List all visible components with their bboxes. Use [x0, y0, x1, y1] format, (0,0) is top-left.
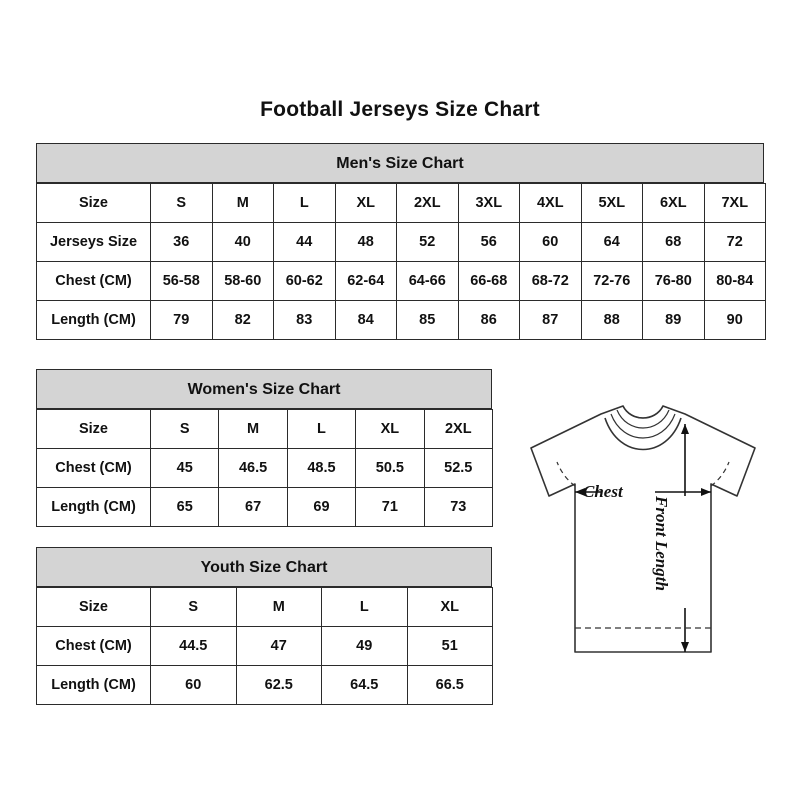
table-cell: 40: [212, 223, 274, 262]
table-cell: 67: [219, 488, 287, 527]
table-cell: 90: [704, 301, 766, 340]
table-cell: 66-68: [458, 262, 520, 301]
column-header: XL: [356, 410, 424, 449]
womens-size-chart-caption: Women's Size Chart: [36, 369, 492, 409]
table-cell: 68: [643, 223, 705, 262]
table-cell: 85: [397, 301, 459, 340]
table-row: [37, 223, 766, 262]
table-cell: 56-58: [151, 262, 213, 301]
table-cell: 69: [287, 488, 355, 527]
row-label: Length (CM): [37, 488, 151, 527]
table-row: [37, 627, 493, 666]
youth-size-chart-section: [36, 547, 492, 705]
column-header: L: [287, 410, 355, 449]
table-cell: 48: [335, 223, 397, 262]
row-label: Length (CM): [37, 666, 151, 705]
row-label: Length (CM): [37, 301, 151, 340]
table-cell: 71: [356, 488, 424, 527]
table-row: [37, 666, 493, 705]
table-cell: 60: [520, 223, 582, 262]
table-row: [37, 449, 493, 488]
column-header: 2XL: [397, 184, 459, 223]
table-cell: 46.5: [219, 449, 287, 488]
row-label: Chest (CM): [37, 262, 151, 301]
row-label: Chest (CM): [37, 449, 151, 488]
column-header: L: [322, 588, 408, 627]
column-header: Size: [37, 588, 151, 627]
table-cell: 45: [151, 449, 219, 488]
table-cell: 89: [643, 301, 705, 340]
table-header-row: [37, 184, 766, 223]
table-cell: 76-80: [643, 262, 705, 301]
table-cell: 73: [424, 488, 492, 527]
table-cell: 51: [407, 627, 493, 666]
table-cell: 68-72: [520, 262, 582, 301]
table-cell: 56: [458, 223, 520, 262]
table-cell: 66.5: [407, 666, 493, 705]
mens-size-chart-caption: Men's Size Chart: [36, 143, 764, 183]
table-cell: 64.5: [322, 666, 408, 705]
column-header: M: [219, 410, 287, 449]
table-cell: 79: [151, 301, 213, 340]
mens-size-chart-table: [36, 183, 766, 340]
table-cell: 88: [581, 301, 643, 340]
row-label: Chest (CM): [37, 627, 151, 666]
table-cell: 86: [458, 301, 520, 340]
column-header: XL: [335, 184, 397, 223]
table-cell: 60-62: [274, 262, 336, 301]
table-cell: 50.5: [356, 449, 424, 488]
mens-size-chart-section: [36, 143, 764, 340]
table-cell: 83: [274, 301, 336, 340]
chest-measure-label: Chest: [583, 482, 623, 501]
column-header: Size: [37, 410, 151, 449]
page-title: Football Jerseys Size Chart: [260, 98, 540, 121]
table-cell: 58-60: [212, 262, 274, 301]
table-cell: 72-76: [581, 262, 643, 301]
table-cell: 82: [212, 301, 274, 340]
column-header: 5XL: [581, 184, 643, 223]
table-cell: 87: [520, 301, 582, 340]
column-header: S: [151, 588, 237, 627]
table-cell: 52.5: [424, 449, 492, 488]
table-header-row: [37, 410, 493, 449]
table-cell: 44.5: [151, 627, 237, 666]
table-row: [37, 488, 493, 527]
table-cell: 64-66: [397, 262, 459, 301]
table-cell: 84: [335, 301, 397, 340]
table-cell: 72: [704, 223, 766, 262]
youth-size-chart-caption: Youth Size Chart: [36, 547, 492, 587]
table-cell: 64: [581, 223, 643, 262]
womens-size-chart-table: [36, 409, 493, 527]
column-header: XL: [407, 588, 493, 627]
column-header: M: [236, 588, 322, 627]
table-cell: 60: [151, 666, 237, 705]
jersey-outline-icon: [505, 400, 781, 690]
table-cell: 65: [151, 488, 219, 527]
table-cell: 36: [151, 223, 213, 262]
column-header: S: [151, 184, 213, 223]
column-header: 4XL: [520, 184, 582, 223]
table-cell: 47: [236, 627, 322, 666]
row-label: Jerseys Size: [37, 223, 151, 262]
table-cell: 49: [322, 627, 408, 666]
column-header: M: [212, 184, 274, 223]
column-header: 6XL: [643, 184, 705, 223]
table-cell: 62.5: [236, 666, 322, 705]
column-header: S: [151, 410, 219, 449]
front-length-measure-label: Front Length: [652, 496, 671, 591]
column-header: L: [274, 184, 336, 223]
column-header: 7XL: [704, 184, 766, 223]
column-header: 2XL: [424, 410, 492, 449]
table-header-row: [37, 588, 493, 627]
column-header: 3XL: [458, 184, 520, 223]
youth-size-chart-table: [36, 587, 493, 705]
table-row: [37, 262, 766, 301]
table-row: [37, 301, 766, 340]
womens-size-chart-section: [36, 369, 492, 527]
table-cell: 44: [274, 223, 336, 262]
table-cell: 62-64: [335, 262, 397, 301]
column-header: Size: [37, 184, 151, 223]
table-cell: 80-84: [704, 262, 766, 301]
jersey-measurement-diagram: [505, 400, 781, 690]
table-cell: 48.5: [287, 449, 355, 488]
table-cell: 52: [397, 223, 459, 262]
